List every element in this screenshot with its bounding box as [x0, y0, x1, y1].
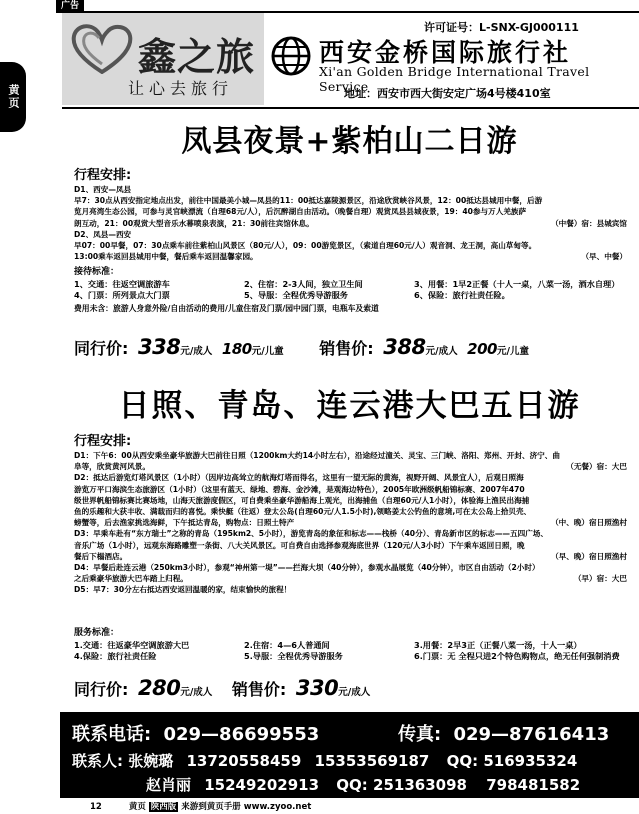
itinerary-line	[74, 472, 627, 483]
meal-lodging-note: （早）宿：大巴	[573, 574, 627, 584]
meal-lodging-note: （中餐）宿：县城宾馆	[551, 218, 627, 228]
contact-name: 赵肖丽	[146, 776, 192, 794]
itinerary-text: 朗互动，21：00观赏大型音乐水幕喷泉表演，21：30前往宾馆休息。	[74, 218, 314, 228]
standard-row	[74, 290, 634, 301]
footer-url: www.zyoo.net	[243, 802, 312, 812]
contact-name: 张婉璐	[128, 752, 174, 770]
itinerary-text: 之后乘豪华旅游大巴车踏上归程。	[74, 574, 188, 584]
standard-item: 4.保险：旅行社责任险	[74, 651, 157, 661]
phone-row	[72, 720, 319, 746]
fax-number: 029—87616413	[453, 724, 610, 745]
itinerary-line	[74, 184, 627, 195]
standard-item: 2、住宿：2-3人间，独立卫生间	[244, 279, 363, 289]
company-name-english: Xi'an Golden Bridge International Travel Service	[319, 64, 590, 94]
contact-mobile: 15249202913	[204, 776, 320, 794]
itinerary-text: 餐后下榻酒店。	[74, 551, 128, 561]
tour1-standards	[74, 279, 634, 301]
phone-label: 联系电话:	[72, 724, 152, 745]
itinerary-line	[74, 484, 627, 495]
itinerary-text: D4：早餐后赴连云港（250km3小时），参观“神州第一堤”——拦海大坝（40分钟），参观水晶展览（40分钟），市区自由活动（2小时）	[74, 563, 540, 573]
tour2-standards	[74, 640, 634, 662]
standard-item: 3、用餐：1早2正餐（十人一桌，八菜一汤，酒水自理）	[414, 279, 620, 289]
company-name: 西安金桥国际旅行社	[319, 38, 572, 67]
itinerary-text: D5：早7：30分左右抵达西安返回温暖的家，结束愉快的旅程！	[74, 585, 292, 595]
standard-item: 3.用餐：2早3正（正餐八菜一汤，十人一桌）	[414, 640, 582, 650]
qq-number: 516935324	[483, 752, 578, 770]
standard-item: 4、门票：所列景点大门票	[74, 290, 170, 300]
tour1-title: 凤县夜景+紫柏山二日游	[181, 124, 518, 159]
itinerary-line	[74, 506, 627, 517]
tour2-itinerary-heading: 行程安排:	[74, 434, 132, 449]
itinerary-text: 早07：00早餐，07：30点乘车前往紫柏山风景区（80元/人），09：00游览景区，（索道自理60元/人）观音洞、龙王洞，高山草甸等。	[74, 241, 537, 251]
itinerary-line	[74, 218, 627, 229]
peer-price-label: 同行价:	[74, 680, 129, 699]
itinerary-line	[74, 528, 627, 539]
itinerary-line	[74, 517, 627, 528]
standard-item: 1.交通：往返豪华空调旅游大巴	[74, 640, 190, 650]
globe-icon	[271, 36, 311, 76]
standard-item: 6、保险：旅行社责任险。	[414, 290, 510, 300]
contact-mobile: 15353569187	[314, 752, 430, 770]
peer-price-label: 同行价:	[74, 339, 129, 358]
qq-label: QQ:	[336, 776, 368, 794]
contact-panel	[60, 712, 639, 798]
peer-child-price: 180	[221, 340, 252, 358]
tour2-price-row	[74, 676, 370, 700]
heart-logo-icon	[70, 22, 134, 74]
logo-slogan: 让心去旅行	[128, 79, 234, 98]
standard-item: 2.住宿：4—6人普通间	[244, 640, 330, 650]
sale-adult-price: 388	[383, 335, 426, 359]
meal-lodging-note: （无餐）宿：大巴	[566, 462, 627, 472]
page-number: 12	[90, 802, 102, 812]
license-number: 许可证号：L-SNX-GJ000111	[424, 21, 579, 34]
contact-person-row-1	[72, 750, 577, 771]
sale-adult-price: 330	[295, 676, 339, 700]
itinerary-line	[74, 495, 627, 506]
footer-edition: 陕西版	[150, 802, 177, 812]
itinerary-line	[74, 573, 627, 584]
itinerary-text: 览月亮湾生态公园，可参与灵官峡漂流（自理68元/人），后沉醉湖自由活动。（晚餐自理）观赏凤县县城夜景，19：40参与万人羌族萨	[74, 207, 527, 217]
meal-lodging-note: （早、晚）宿日照渔村	[551, 551, 627, 561]
standard-row	[74, 640, 634, 651]
qq-number: 798481582	[486, 776, 581, 794]
standard-row	[74, 279, 634, 290]
itinerary-text: 早7：30点从西安指定地点出发，前往中国最美小城—凤县的11：00抵达嘉陵源景区，沿途欣赏峡谷风景，12：00抵达县城用中餐，后游	[74, 196, 543, 206]
itinerary-text: D1：下午6：00从西安乘坐豪华旅游大巴前往日照（1200km大约14小时左右），沿途经过潼关、灵宝、三门峡、洛阳、郑州、开封、济宁、曲	[74, 451, 560, 460]
itinerary-text: D2：抵达后游览灯塔风景区（1小时）（因岸边高耸立的航海灯塔而得名，这里有一望无际的黄海，视野开阔、风景宜人），后观日照海	[74, 473, 524, 483]
peer-child-unit: 元/儿童	[251, 346, 284, 357]
itinerary-text: 音乐广场（1小时），远观东海路雕塑一条街、八大关风景区。可自费自由选择参观海底世界（120元/人3小时）下午乘车返回日照，晚	[74, 540, 525, 550]
standard-item: 6.门票：无 全程只进2个特色购物点，绝无任何强制消费	[414, 651, 620, 661]
tour2-standard-heading: 服务标准：	[74, 628, 120, 638]
standard-item: 5、导服：全程优秀导游服务	[244, 290, 348, 300]
tour1-price-row	[74, 335, 529, 359]
meal-lodging-note: （中、晚）宿日照渔村	[551, 518, 627, 528]
page-footer	[60, 800, 639, 814]
itinerary-text: 鱼的乐趣和大获丰收、满载而归的喜悦。乘快艇（往返）登太公岛(自理60元/人1.5小时),领略姜太公钓鱼的意境,可在太公岛上拾贝壳、	[74, 507, 532, 517]
header-divider	[62, 107, 639, 109]
itinerary-line	[74, 240, 627, 251]
footer-section: 黄页	[128, 802, 146, 812]
contact-person-row-2	[146, 774, 580, 795]
contact-mobile: 13720558459	[186, 752, 302, 770]
sale-price-label: 销售价:	[231, 680, 287, 699]
sale-adult-unit: 元/成人	[338, 687, 371, 698]
itinerary-text: D2、凤县—西安	[74, 229, 132, 239]
logo-text: 鑫之旅	[138, 34, 256, 79]
itinerary-line	[74, 450, 627, 461]
itinerary-line	[74, 229, 627, 240]
itinerary-text: D3：早乘车赴有“东方瑞士”之称的青岛（195km2、5小时），游览青岛的象征和标志——栈桥（40分）、青岛新市区的标志——五四广场、	[74, 529, 548, 539]
fax-row	[398, 720, 609, 746]
peer-adult-price: 338	[137, 335, 181, 359]
fax-label: 传真:	[398, 724, 442, 745]
peer-adult-price: 280	[137, 676, 181, 700]
standard-item: 1、交通：往返空调旅游车	[74, 279, 170, 289]
qq-label: QQ:	[446, 752, 479, 770]
itinerary-text: 螃蟹等，后去渔家挑选海鲜，下午抵达青岛，购物点：日照土特产	[74, 518, 295, 528]
itinerary-line	[74, 562, 627, 573]
sale-child-unit: 元/儿童	[496, 346, 529, 357]
tour2-itinerary	[74, 450, 627, 596]
sale-adult-unit: 元/成人	[425, 346, 458, 357]
company-address: 地址：西安市西大街安定广场4号楼410室	[344, 87, 551, 100]
itinerary-line	[74, 251, 627, 262]
peer-adult-unit: 元/成人	[180, 687, 213, 698]
itinerary-line	[74, 551, 627, 562]
sale-price-label: 销售价:	[319, 339, 374, 358]
itinerary-text: D1、西安—凤县	[74, 185, 132, 194]
sale-child-price: 200	[467, 340, 497, 358]
itinerary-line	[74, 540, 627, 551]
contact-person-label: 联系人:	[72, 752, 123, 770]
itinerary-text: 级世界帆船锦标赛比赛场地，山海天旅游度假区，可自费乘坐豪华游船海上观光，出海捕鱼（自理60元/人1小时），体验海上渔民出海捕	[74, 495, 530, 505]
phone-number: 029—86699553	[163, 724, 320, 745]
ad-tag: 广告	[56, 0, 84, 12]
itinerary-text: 游览万平口海滨生态旅游区（1小时）（这里有蓝天、绿地、碧海、金沙滩，是观海边特色），2005年欧洲级帆船锦标赛、2007年470	[74, 484, 525, 494]
itinerary-line	[74, 461, 627, 472]
tour1-standard-heading: 接待标准：	[74, 267, 120, 277]
peer-adult-unit: 元/成人	[180, 346, 213, 357]
standard-item: 5.导服：全程优秀导游服务	[244, 651, 343, 661]
qq-number: 251363098	[373, 776, 467, 794]
tour1-itinerary-heading: 行程安排:	[74, 168, 132, 183]
itinerary-line	[74, 206, 627, 217]
itinerary-line	[74, 195, 627, 206]
meal-lodging-note: （早、中餐）	[581, 252, 627, 262]
section-tab: 黄页	[0, 62, 26, 132]
itinerary-text: 阜等，欣赏黄河风景。	[74, 462, 150, 472]
tour1-excluded: 费用未含：旅游人身意外险/自由活动的费用/儿童住宿及门票/园中园门票，电瓶车及索道	[74, 304, 379, 313]
footer-slogan: 来游到黄页手册	[181, 802, 241, 812]
itinerary-line	[74, 584, 627, 595]
tour1-itinerary	[74, 184, 627, 262]
tour2-title: 日照、青岛、连云港大巴五日游	[118, 388, 581, 424]
itinerary-text: 13:00乘车返回县城用中餐，餐后乘车返回温馨家园。	[74, 252, 258, 262]
standard-row	[74, 651, 634, 662]
